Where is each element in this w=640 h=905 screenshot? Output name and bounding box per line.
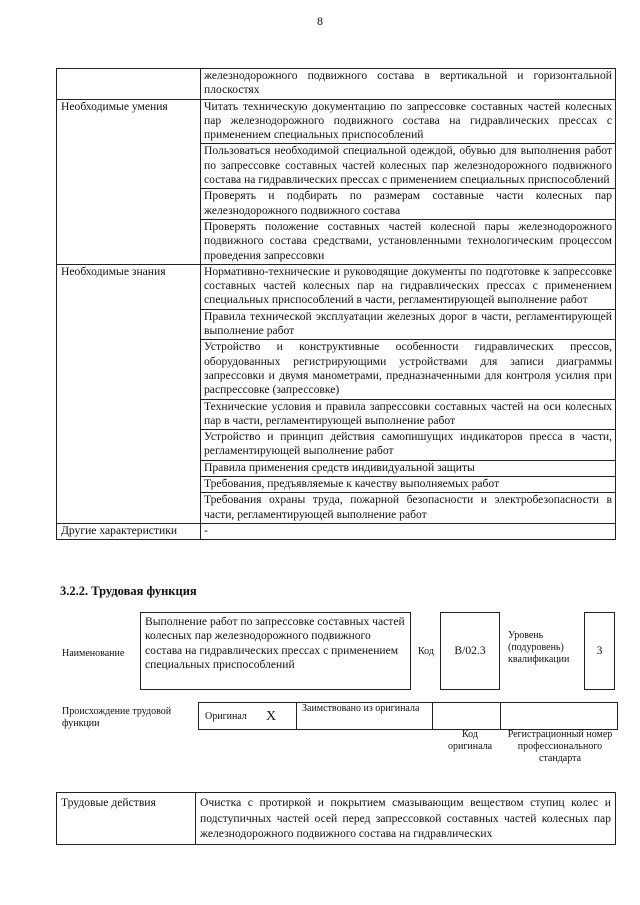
knowledge-item: Нормативно-технические и руководящие документы по подготовке к запрессовке составных частей колесных пар на гидравлических прессах с применением специальных приспособлений в части, регламентирующей выполнение работ <box>201 264 616 309</box>
other-item: - <box>201 523 616 539</box>
original-checkmark: X <box>266 709 277 724</box>
knowledge-item: Правила технической эксплуатации железных дорог в части, регламентирующей выполнение работ <box>201 309 616 340</box>
name-box <box>140 612 411 690</box>
requirements-table <box>56 68 616 540</box>
section-heading: 3.2.2. Трудовая функция <box>60 584 197 598</box>
table-row <box>57 69 616 100</box>
knowledge-item: Технические условия и правила запрессовки составных частей на оси колесных пар в части, регламентирующей выполнение работ <box>201 399 616 430</box>
row-label-knowledge: Необходимые знания <box>57 264 201 523</box>
row-label-other: Другие характеристики <box>57 523 201 539</box>
level-value: 3 <box>596 644 603 657</box>
original-label: Оригинал <box>205 711 247 722</box>
actions-text: Очистка с протиркой и покрытием смазывающим веществом ступиц колес и подступичных частей осей перед запрессовкой составных частей колесных пар железнодорожного подвижного состава на гидравлических <box>196 793 616 845</box>
borrowed-label: Заимствовано из оригинала <box>302 703 420 714</box>
origin-label: Происхождение трудовой функции <box>62 706 172 729</box>
registration-caption: Регистрационный номер профессионального стандарта <box>507 729 613 764</box>
code-original-caption: Код оригинала <box>447 729 493 752</box>
code-value: B/02.3 <box>454 644 486 657</box>
level-box <box>584 612 615 690</box>
code-box <box>440 612 500 690</box>
skill-item: Проверять положение составных частей колесной пары железнодорожного подвижного состава средствами, установленными технологическим процессом проведения запрессовки <box>201 219 616 264</box>
table-row <box>57 793 616 845</box>
name-value: Выполнение работ по запрессовке составных частей колесных пар железнодорожного подвижного состава на гидравлических прессах с применением специальных приспособлений <box>145 615 405 671</box>
row-text: железнодорожного подвижного состава в вертикальной и горизонтальной плоскостях <box>201 69 616 100</box>
row-label <box>57 69 201 100</box>
page-number: 8 <box>317 14 323 28</box>
code-label: Код <box>418 646 434 657</box>
knowledge-item: Устройство и конструктивные особенности гидравлических прессов, оборудованных регистрирующими устройствами для записи диаграммы запрессовки и двумя манометрами, предназначенными для контроля усилия при распрессовке (запрессовке) <box>201 340 616 399</box>
table-row <box>57 264 616 309</box>
actions-table <box>56 792 616 845</box>
table-row <box>57 99 616 144</box>
knowledge-item: Требования, предъявляемые к качеству выполняемых работ <box>201 477 616 493</box>
knowledge-item: Требования охраны труда, пожарной безопасности и электробезопасности в части, регламентирующей выполнение работ <box>201 493 616 524</box>
skill-item: Пользоваться необходимой специальной одеждой, обувью для выполнения работ по запрессовке составных частей колесных пар железнодорожного подвижного состава на гидравлических прессах с применением специальных приспособлений <box>201 144 616 189</box>
skill-item: Проверять и подбирать по размерам составные части колесных пар железнодорожного подвижного состава <box>201 189 616 220</box>
name-label: Наименование <box>62 648 125 659</box>
knowledge-item: Устройство и принцип действия самопишущих индикаторов пресса в части, регламентирующей выполнение работ <box>201 430 616 461</box>
skill-item: Читать техническую документацию по запрессовке составных частей колесных пар железнодорожного подвижного состава на гидравлических прессах с применением специальных приспособлений <box>201 99 616 144</box>
table-row <box>57 523 616 539</box>
level-label: Уровень (подуровень) квалификации <box>508 630 570 665</box>
actions-label: Трудовые действия <box>57 793 196 845</box>
row-label-skills: Необходимые умения <box>57 99 201 264</box>
knowledge-item: Правила применения средств индивидуальной защиты <box>201 460 616 476</box>
